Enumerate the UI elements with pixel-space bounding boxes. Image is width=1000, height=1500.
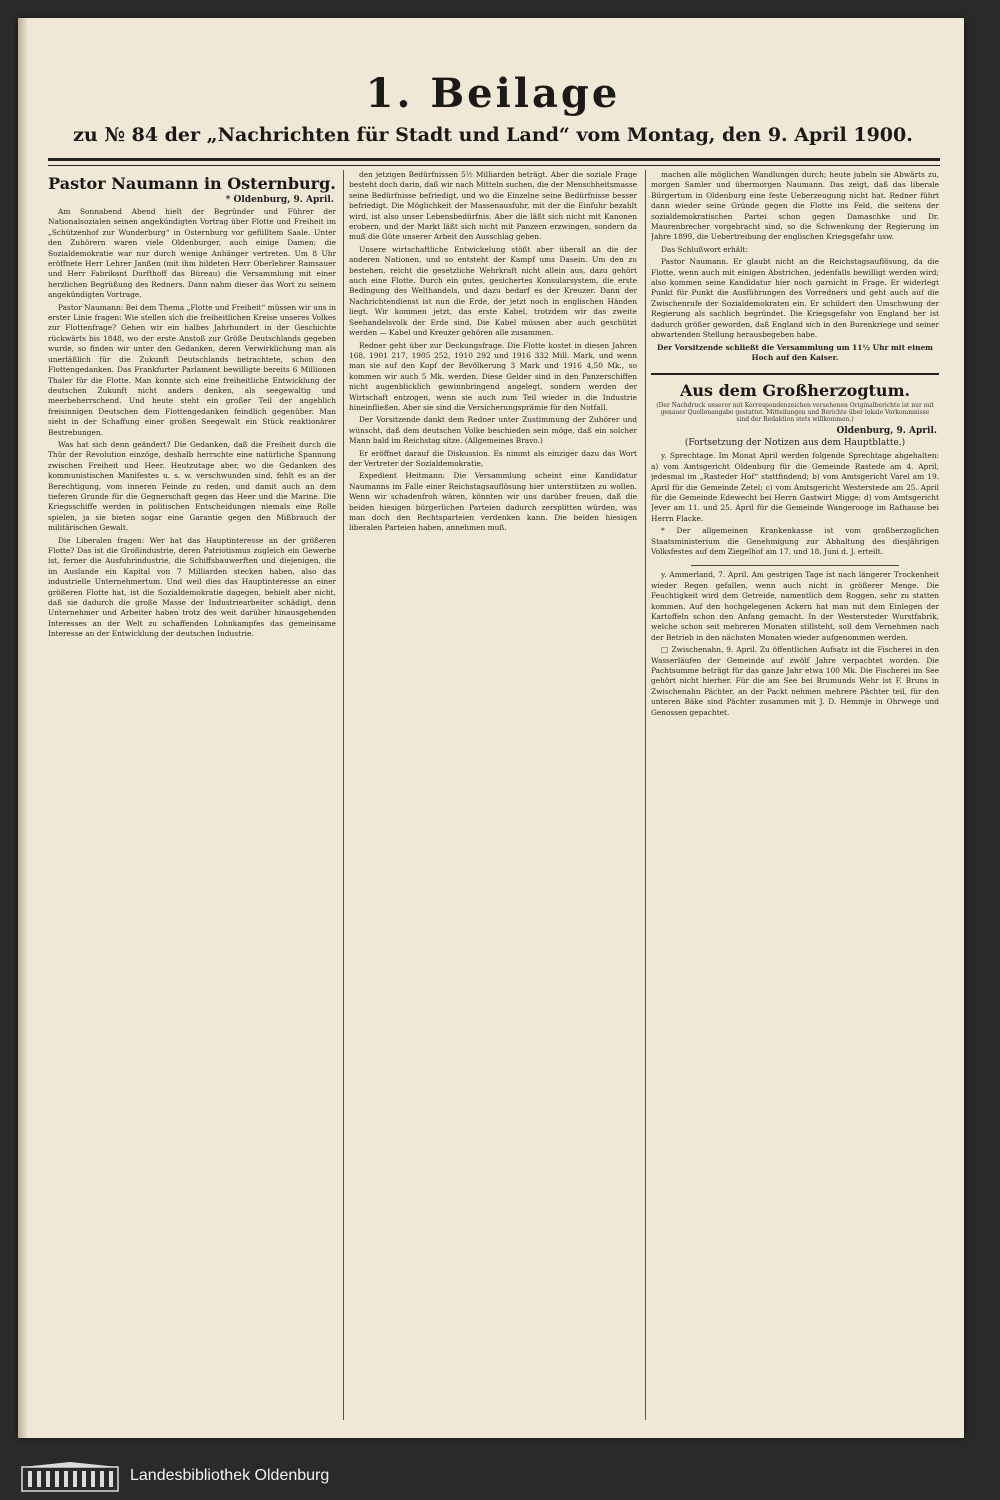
library-name[interactable]: Landesbibliothek Oldenburg xyxy=(130,1467,330,1484)
article-paragraph: machen alle möglichen Wandlungen durch; heute jubeln sie Abwärts zu, morgen Samler und übermorgen Naumann. Das zeigt, daß das liberale Bürgertum in Oldenburg eine feste Ueberzeugung nicht hat. Redner führt dann wieder seine Gründe gegen die Flotte ins Feld, die seitens der sozialdemokratischen Partei schon gegen Damaschke und Dr. Maurenbrecher vorgebracht sind, so die Schwenkung der Regierung im Jahre 1899, die Uebertreibung der englischen Kriegsgefahr usw. xyxy=(651,170,939,242)
article-dateline: * Oldenburg, 9. April. xyxy=(225,195,334,205)
library-building-logo-icon xyxy=(20,1461,120,1493)
article-paragraph: Am Sonnabend Abend hielt der Begründer und Führer der Nationalsozialen seinen angekündigten Vortrag über Flotte und Freiheit im „Schützenhof zur Wunderburg“ in Osternburg vor gefülltem Saale. Unter den Zuhörern waren viele Oldenburger, auch einige Damen; die Sozialdemokratie war nur durch wenige Anhänger vertreten. Um 8 Uhr eröffnete Herr Lehrer Janßen (mit ihm bildeten Herr Oberlehrer Ramsauer und Herr Fabrikant Durfthoff das Büreau) die Versammlung mit einer herzlichen Begrüßung des Redners. Dann nahm dieser das Wort zu seinem angekündigten Vortrage. xyxy=(48,207,336,300)
supplement-subtitle: zu № 84 der „Nachrichten für Stadt und Land“ vom Montag, den 9. April 1900. xyxy=(73,124,913,146)
page-binding-shadow xyxy=(18,18,28,1438)
article-paragraph: Das Schlußwort erhält: xyxy=(661,244,749,254)
article-paragraph: den jetzigen Bedürfnissen 5½ Milliarden beträgt. Aber die soziale Frage besteht doch darin, daß wir nach Mitteln suchen, die der Menschheitsmasse seine Bedürfnisse befriedigt, und wo die Einzelne seine Bedürfnisse besser befriedigt. Die Möglichkeit der Massenausfuhr, mit der die Einfuhr bezahlt wird, ist also unser Lebensbedürfnis. Aber die läßt sich nicht mit Kanonen erobern, und der Markt läßt sich nicht mit Panzern erzwingen, sondern da muß die Güte unserer Arbeit den Ausschlag geben. xyxy=(349,170,637,242)
column-3 xyxy=(651,170,939,1420)
viewer-footer xyxy=(0,1453,1000,1500)
article-closing: Der Vorsitzende schließt die Versammlung um 11½ Uhr mit einem Hoch auf den Kaiser. xyxy=(657,342,933,362)
article-paragraph: Pastor Naumann: Bei dem Thema „Flotte und Freiheit“ müssen wir uns in erster Linie fragen: Wie stellen sich die freiheitlichen Kreise unseres Volkes zur Flottenfrage? Gehen wir ein halbes Jahrhundert in der Geschichte rückwärts bis 1848, wo der erste Anstoß zur Größe Deutschlands gegeben wurde, so finden wir unter den Gedanken, deren Verwirklichung man als unerläßlich für die Zukunft Deutschlands betrachtete, schon den Flottengedanken. Das Frankfurter Parlament bewilligte bereits 6 Millionen Thaler für die Flotte. Man konnte sich eine freiheitliche Entwicklung der deutschen Zukunft nicht anders denken, als seegewaltig und meerbeherrschend. Und heute steht ein großer Teil der angeblich freisinnigen Deutschen dem Flottengedanken feindlich gegenüber. Man sieht in der Schaffung einer großen Seegewalt ein Stück reaktionärer Bestrebungen. xyxy=(48,302,336,437)
news-item: y. Sprechtage. Im Monat April werden folgende Sprechtage abgehalten: a) vom Amtsgericht Oldenburg für die Gemeinde Rastede am 4. April, jedesmal im „Rasteder Hof“ stattfindend; b) vom Amtsgericht Varel am 19. April für die Gemeinde Zetel; c) vom Amtsgericht Westerstede am 25. April für die Gemeinde Edewecht bei Herrn Gastwirt Migge; d) vom Amtsgericht Jever am 11. und 25. April für die Gemeinde Wangerooge im Rathause bei Herrn Flacke. xyxy=(651,451,939,523)
section-title: Aus dem Großherzogtum. xyxy=(651,373,939,400)
column-1 xyxy=(48,170,336,1420)
reprint-note: (Der Nachdruck unserer mit Korrespondenzeichen versehenen Originalberichte ist nur mit genauer Quellenangabe gestattet. Mitteilungen und Berichte über lokale Vorkommnisse sind der Redaktion stets willkommen.) xyxy=(656,402,934,424)
newspaper-page xyxy=(18,18,964,1438)
masthead-rule xyxy=(48,158,940,166)
news-item: □ Zwischenahn, 9. April. Zu öffentlichen Aufsatz ist die Fischerei in den Wasserläufen der Gemeinde auf zwölf Jahre verpachtet worden. Die Pachtsumme beträgt für das ganze Jahr etwa 100 Mk. Die Fischerei im See gehört nicht hierher. Für die am See bei Brumunds Wehr ist F. Bruns in Zwischenahn Pächter, an der Packt nehmen mehrere Pächter teil, für den unteren Bäke sind Pächter zusammen mit J. D. Hemmje in Ohrwege und Genossen gepachtet. xyxy=(651,645,939,717)
section-dateline: Oldenburg, 9. April. xyxy=(836,426,937,437)
article-title: Pastor Naumann in Osternburg. xyxy=(48,174,336,193)
item-divider xyxy=(691,565,899,566)
masthead xyxy=(48,68,938,150)
article-paragraph: Redner geht über zur Deckungsfrage. Die Flotte kostet in diesen Jahren 168, 1901 217, 1905 252, 1910 292 und 1916 332 Mill. Mark, und wenn man sie auf den Kopf der Bevölkerung 3 Mark und 1916 4,50 Mk., so kommen wir auch 5 Mk. werden. Diese Gelder sind in den Panzerschiffen nicht augenblicklich gewinnbringend angelegt, sondern werden der Wirtschaft entzogen, wenn sie auch zum Teil wieder in die Industrie hineinfließen. Aber sie sind die Versicherungsprämie für den Notfall. xyxy=(349,340,637,412)
column-rule xyxy=(645,170,646,1420)
article-paragraph: Die Liberalen fragen: Wer hat das Hauptinteresse an der größeren Flotte? Das ist die Großindustrie, deren Patriotismus zugleich ein Gewerbe ist, ferner die Ausfuhrindustrie, die Schiffsbauwerften und diejenigen, die im Auslande ein Kapital von 7 Milliarden stecken haben, also das industrielle Unternehmertum. Und weil dies das Hauptinteresse an einer größeren Flotte hat, ist die Sozialdemokratie dagegen, behielt aber nicht, daß sie dadurch die große Masse der Industriearbeiter schädigt, denn Unternehmer und Arbeiter haben trotz des weit darüber hinausgehenden Interesses an der Welt zu schaffenden Lohnkampfes das gemeinsame Interesse an der Entwicklung der deutschen Industrie. xyxy=(48,535,336,639)
article-paragraph: Unsere wirtschaftliche Entwickelung stößt aber überall an die der anderen Nationen, und so entsteht der Kampf ums Dasein. Um den zu bestehen, reicht die gesetzliche Wehrkraft nicht allein aus, dazu gehört auch eine Flotte. Durch ein gutes, gesichertes Konsularsystem, die erste Bedingung des Welthandels, und dazu bedarf es der Kreuzer. Dann der Nachrichtendienst ist nun die Erde, der jetzt noch in englischen Händen liegt. Wir kommen jetzt, das erste Kabel, trotzdem wir das zweite Seehandelsvolk der Erde sind. Die Kabel müssen aber auch geschützt werden — Kabel und Kreuzer gehören alle zusammen. xyxy=(349,244,637,338)
article-paragraph: Was hat sich denn geändert? Die Gedanken, daß die Freiheit durch die Thür der Revolution einzöge, deshalb herrschte eine natürliche Spannung zwischen Freiheit und Heer. Heutzutage aber, wo die Gedanken des kommunistischen Manifestes u. s. w. verschwunden sind, fehlt es an der Berechtigung, vom inneren Feinde zu reden, und damit auch an dem tieferen Grunde für die Gegnerschaft gegen das Heer und die Marine. Die Kriegsschiffe werden in politischen Entscheidungen niemals eine Rolle spielen, ja sie bieten sogar eine Garantie gegen den Mißbrauch der militärischen Gewalt. xyxy=(48,439,336,533)
section-subhead: (Fortsetzung der Notizen aus dem Hauptblatte.) xyxy=(684,438,906,449)
article-paragraph: Expedient Heitmann: Die Versammlung scheint eine Kandidatur Naumanns im Falle einer Reichstagsauflösung hier unterstützen zu wollen. Wenn wir schadenfroh wären, könnten wir uns darüber freuen, daß die beiden hiesigen bürgerlichen Parteien dadurch zersplitten würden, was man doch den Rechtsparteien verdenken kann. Die beiden hiesigen liberalen Parteien haben, annehmen muß. xyxy=(349,471,637,533)
news-item: y. Ammerland, 7. April. Am gestrigen Tage ist nach längerer Trockenheit wieder Regen gefallen, wenn auch nicht in größerer Menge. Die Feuchtigkeit wird dem Getreide, namentlich dem Roggen, sehr zu statten kommen. Auf den hochgelegenen Ackern hat man mit dem Einlegen der Kartoffeln schon den Anfang gemacht. In der Westersteder Wurstfabrik, welche schon seit mehreren Monaten stillsteht, soll dem Vernehmen nach der Betrieb in den nächsten Monaten wieder aufgenommen werden. xyxy=(651,570,939,642)
supplement-title: 1. Beilage xyxy=(365,70,621,117)
article-columns xyxy=(48,170,940,1420)
article-paragraph: Er eröffnet darauf die Diskussion. Es nimmt als einziger dazu das Wort der Vertreter der Sozialdemokratie, xyxy=(349,448,637,468)
article-paragraph: Der Vorsitzende dankt dem Redner unter Zustimmung der Zuhörer und wünscht, daß dem deutschen Volke beschieden sein möge, daß ein solcher Mann bald im Reichstag sitze. (Allgemeines Bravo.) xyxy=(349,415,637,446)
article-paragraph: Pastor Naumann. Er glaubt nicht an die Reichstagsauflösung, da die Flotte, wenn auch mit einigen Abstrichen, jedenfalls bewilligt werden wird; also kommen seine Kandidatur hier noch garnicht in Frage. Er widerlegt Punkt für Punkt die Ausführungen des Vorredners und geht auch auf die Zwischenrufe der Sozialdemokraten ein. Er schildert den Umschwung der Regierung als sachlich begründet. Die Kriegsgefahr von England her ist dadurch größer geworden, daß England sich in den Burenkriege und seiner abwartenden Stellung herausbegeben habe. xyxy=(651,257,939,340)
column-rule xyxy=(343,170,344,1420)
column-2 xyxy=(349,170,637,1420)
news-item: * Der allgemeinen Krankenkasse ist vom großherzoglichen Staatsministerium die Genehmigung zur Abhaltung des diesjährigen Volksfestes auf dem Ziegelhof am 17. und 18. Juni d. J. erteilt. xyxy=(651,526,939,556)
